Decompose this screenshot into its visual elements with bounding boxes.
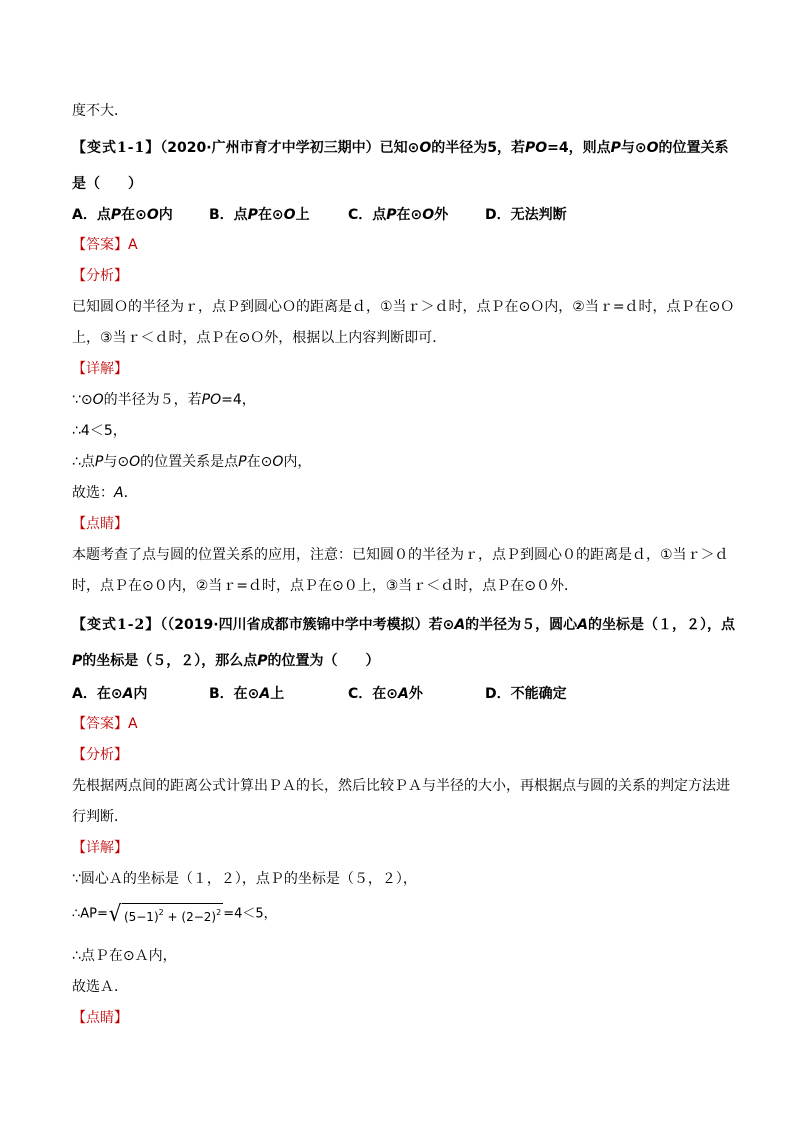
- section-label: 【详解】: [72, 361, 128, 377]
- stem-text: 的坐标是（５，２），那么点: [82, 653, 258, 669]
- detail-text: 内，: [283, 454, 312, 470]
- detail-text: 故选Ａ．: [72, 979, 128, 995]
- math-var: O: [146, 207, 159, 223]
- exponent: 2: [216, 908, 222, 917]
- detail-text: ∴AP=: [72, 906, 108, 922]
- option-text: B．在⊙: [209, 686, 260, 702]
- detail-text: =4＜5，: [223, 906, 277, 922]
- math-var: PO: [524, 140, 548, 156]
- paragraph-text: 行判断．: [72, 809, 128, 825]
- option-text: A．在⊙: [72, 686, 123, 702]
- analysis-text: [72, 776, 730, 796]
- detail-text: ∵⊙: [72, 392, 93, 408]
- answer-value: A: [128, 716, 138, 732]
- math-var: O: [422, 207, 435, 223]
- analysis-text: [72, 328, 446, 348]
- math-var: A: [114, 485, 124, 501]
- math-var: A: [398, 686, 409, 702]
- option-text: 外: [408, 686, 423, 702]
- option-text: D．不能确定: [485, 686, 567, 702]
- math-var: O: [272, 454, 284, 470]
- math-var: P: [247, 207, 258, 223]
- option-text: A．点: [72, 207, 111, 223]
- paragraph-text: 本题考查了点与圆的位置关系的应用，注意：已知圆０的半径为ｒ，点Ｐ到圆心０的距离是ｄ，①当ｒ＞ｄ: [72, 547, 729, 563]
- detail-formula-line: [72, 900, 277, 929]
- detail-label: [72, 359, 128, 379]
- detail-text: ∴点Ｐ在⊙Ａ内，: [72, 948, 177, 964]
- math-var: O: [646, 140, 659, 156]
- radical-sign: √: [108, 901, 122, 927]
- text-continuation: 度不大．: [72, 103, 128, 119]
- math-var: PO: [201, 392, 222, 408]
- comment-label: [72, 1008, 128, 1028]
- stem-text: =4，则点: [547, 140, 611, 156]
- section-label: 【分析】: [72, 747, 128, 763]
- answer-line: [72, 714, 138, 734]
- question-1-2-stem-cont: [72, 651, 380, 671]
- math-var: P: [257, 653, 268, 669]
- math-var: A: [577, 617, 589, 633]
- math-var: A: [259, 686, 271, 702]
- math-var: A: [454, 617, 466, 633]
- option-text: 上: [295, 207, 310, 223]
- radicand-term: + (2−2): [163, 910, 217, 924]
- detail-line: [72, 977, 128, 997]
- option-text: 内: [158, 207, 173, 223]
- exponent: 2: [158, 908, 164, 917]
- question-source: （（2019·四川省成都市簇锦中学中考模拟）: [160, 617, 429, 633]
- stem-text: 是（ ）: [72, 176, 142, 192]
- section-label: 【详解】: [72, 840, 128, 856]
- math-var: P: [610, 140, 621, 156]
- detail-text: ∴4＜5，: [72, 423, 127, 439]
- detail-text: 故选：: [72, 485, 114, 501]
- math-var: P: [94, 454, 104, 470]
- option-text: 内: [133, 686, 148, 702]
- option-d: [485, 684, 567, 704]
- math-var: O: [92, 392, 104, 408]
- math-var: O: [283, 207, 296, 223]
- answer-label: 【答案】: [72, 716, 128, 732]
- text-line: [72, 101, 128, 121]
- detail-line: [72, 390, 256, 410]
- question-source: （2020·广州市育才中学初三期中）: [160, 140, 380, 156]
- detail-line: [72, 421, 127, 441]
- detail-line: [72, 483, 138, 503]
- detail-text: =4，: [221, 392, 256, 408]
- detail-text: ∴点: [72, 454, 95, 470]
- paragraph-text: 上，③当ｒ＜ｄ时，点Ｐ在⊙Ｏ外，根据以上内容判断即可．: [72, 330, 447, 346]
- stem-text: 与⊙: [620, 140, 647, 156]
- option-text: B．点: [209, 207, 248, 223]
- option-a: [72, 684, 147, 704]
- option-b: [209, 205, 310, 225]
- option-text: 在⊙: [121, 207, 147, 223]
- math-var: O: [129, 454, 141, 470]
- answer-line: [72, 235, 138, 255]
- detail-text: 在⊙: [246, 454, 273, 470]
- math-var: P: [72, 653, 83, 669]
- comment-label: [72, 514, 128, 534]
- detail-text: 与⊙: [103, 454, 130, 470]
- detail-text: ∵圆心Ａ的坐标是（１，２），点Ｐ的坐标是（５，２），: [72, 871, 417, 887]
- detail-text: 的半径为５，若: [103, 392, 202, 408]
- question-1-2-stem: [72, 615, 735, 635]
- answer-value: A: [128, 237, 138, 253]
- section-label: 【点睛】: [72, 1010, 128, 1026]
- stem-text: 已知⊙: [379, 140, 420, 156]
- stem-text: 若⊙: [428, 617, 455, 633]
- question-1-1-stem: [72, 138, 729, 158]
- stem-text: 的位置为（ ）: [267, 653, 380, 669]
- question-tag: 【变式1-2】: [72, 617, 161, 633]
- option-c: [348, 684, 423, 704]
- option-text: 在⊙: [257, 207, 284, 223]
- math-var: P: [386, 207, 397, 223]
- analysis-label: [72, 266, 128, 286]
- math-var: A: [122, 686, 134, 702]
- option-text: 在⊙: [396, 207, 423, 223]
- math-var: P: [110, 207, 122, 223]
- radicand: [122, 903, 223, 926]
- detail-line: [72, 946, 177, 966]
- analysis-text: [72, 297, 734, 317]
- stem-text: 的半径为５，圆心: [465, 617, 578, 633]
- option-c: [348, 205, 448, 225]
- option-text: D．无法判断: [485, 207, 567, 223]
- math-var: O: [419, 140, 432, 156]
- option-text: 上: [270, 686, 285, 702]
- detail-line: [72, 869, 417, 889]
- math-var: P: [238, 454, 247, 470]
- detail-text: 的位置关系是点: [140, 454, 239, 470]
- option-text: 外: [434, 207, 449, 223]
- stem-text: 的半径为5，若: [431, 140, 525, 156]
- detail-label: [72, 838, 128, 858]
- paragraph-text: 先根据两点间的距离公式计算出ＰＡ的长，然后比较ＰＡ与半径的大小，再根据点与圆的关系的判定方法进: [72, 778, 730, 794]
- paragraph-text: 时，点Ｐ在⊙０内，②当ｒ=ｄ时，点Ｐ在⊙０上，③当ｒ＜ｄ时，点Ｐ在⊙０外．: [72, 578, 579, 594]
- stem-text: 的位置关系: [658, 140, 729, 156]
- analysis-text: [72, 807, 128, 827]
- option-b: [209, 684, 284, 704]
- option-text: C．点: [348, 207, 387, 223]
- comment-text: [72, 576, 578, 596]
- option-text: C．在⊙: [348, 686, 399, 702]
- question-tag: 【变式1-1】: [72, 140, 161, 156]
- radicand-term: (5−1): [123, 910, 159, 924]
- option-d: [485, 205, 567, 225]
- question-1-1-stem-cont: [72, 174, 142, 194]
- sqrt-expression: [108, 900, 223, 928]
- analysis-label: [72, 745, 128, 765]
- comment-text: [72, 545, 729, 565]
- section-label: 【分析】: [72, 268, 128, 284]
- detail-line: [72, 452, 311, 472]
- stem-text: 的坐标是（１，２），点: [588, 617, 736, 633]
- answer-label: 【答案】: [72, 237, 128, 253]
- option-a: [72, 205, 173, 225]
- section-label: 【点睛】: [72, 516, 128, 532]
- detail-text: ．: [123, 485, 138, 501]
- paragraph-text: 已知圆Ｏ的半径为ｒ，点Ｐ到圆心Ｏ的距离是ｄ，①当ｒ＞ｄ时，点Ｐ在⊙Ｏ内，②当ｒ=ｄ时，点Ｐ在⊙Ｏ: [72, 299, 735, 315]
